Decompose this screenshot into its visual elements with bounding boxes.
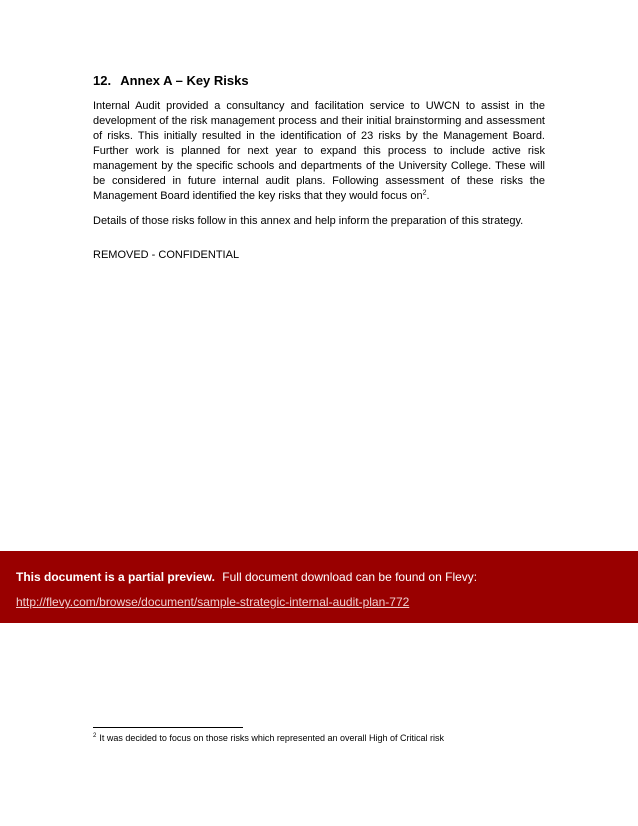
footnote bbox=[93, 733, 444, 743]
footnote-text: It was decided to focus on those risks which represented an overall High of Critical risk bbox=[99, 733, 445, 743]
paragraph-details: Details of those risks follow in this annex and help inform the preparation of this strategy. bbox=[93, 215, 524, 227]
preview-banner bbox=[0, 551, 638, 623]
footnote-divider bbox=[93, 727, 243, 728]
footnote-reference: 2 bbox=[422, 189, 427, 197]
section-heading bbox=[93, 73, 249, 88]
preview-download-link[interactable]: http://flevy.com/browse/document/sample-strategic-internal-audit-plan-772 bbox=[16, 595, 410, 609]
preview-banner-message bbox=[16, 570, 477, 584]
footnote-marker: 2 bbox=[93, 733, 97, 739]
section-number: 12. bbox=[93, 73, 112, 88]
paragraph-removed-notice: REMOVED - CONFIDENTIAL bbox=[93, 249, 240, 261]
paragraph-intro-end: . bbox=[426, 190, 430, 202]
preview-banner-bold-text: This document is a partial preview. bbox=[16, 570, 215, 584]
paragraph-intro bbox=[93, 99, 545, 204]
section-title: Annex A – Key Risks bbox=[120, 73, 249, 88]
preview-banner-text: Full document download can be found on Flevy: bbox=[222, 570, 478, 584]
paragraph-intro-text: Internal Audit provided a consultancy and facilitation service to UWCN to assist in the development of the risk management process and their initial brainstorming and assessment of risks. This initially resulted in the identification of 23 risks by the Management Board. Further work is planned for next year to expand this process to include active risk management by the specific schools and departments of the University College. These will be considered in future internal audit plans. Following assessment of these risks the Management Board identified the key risks that they would focus on bbox=[93, 100, 545, 202]
